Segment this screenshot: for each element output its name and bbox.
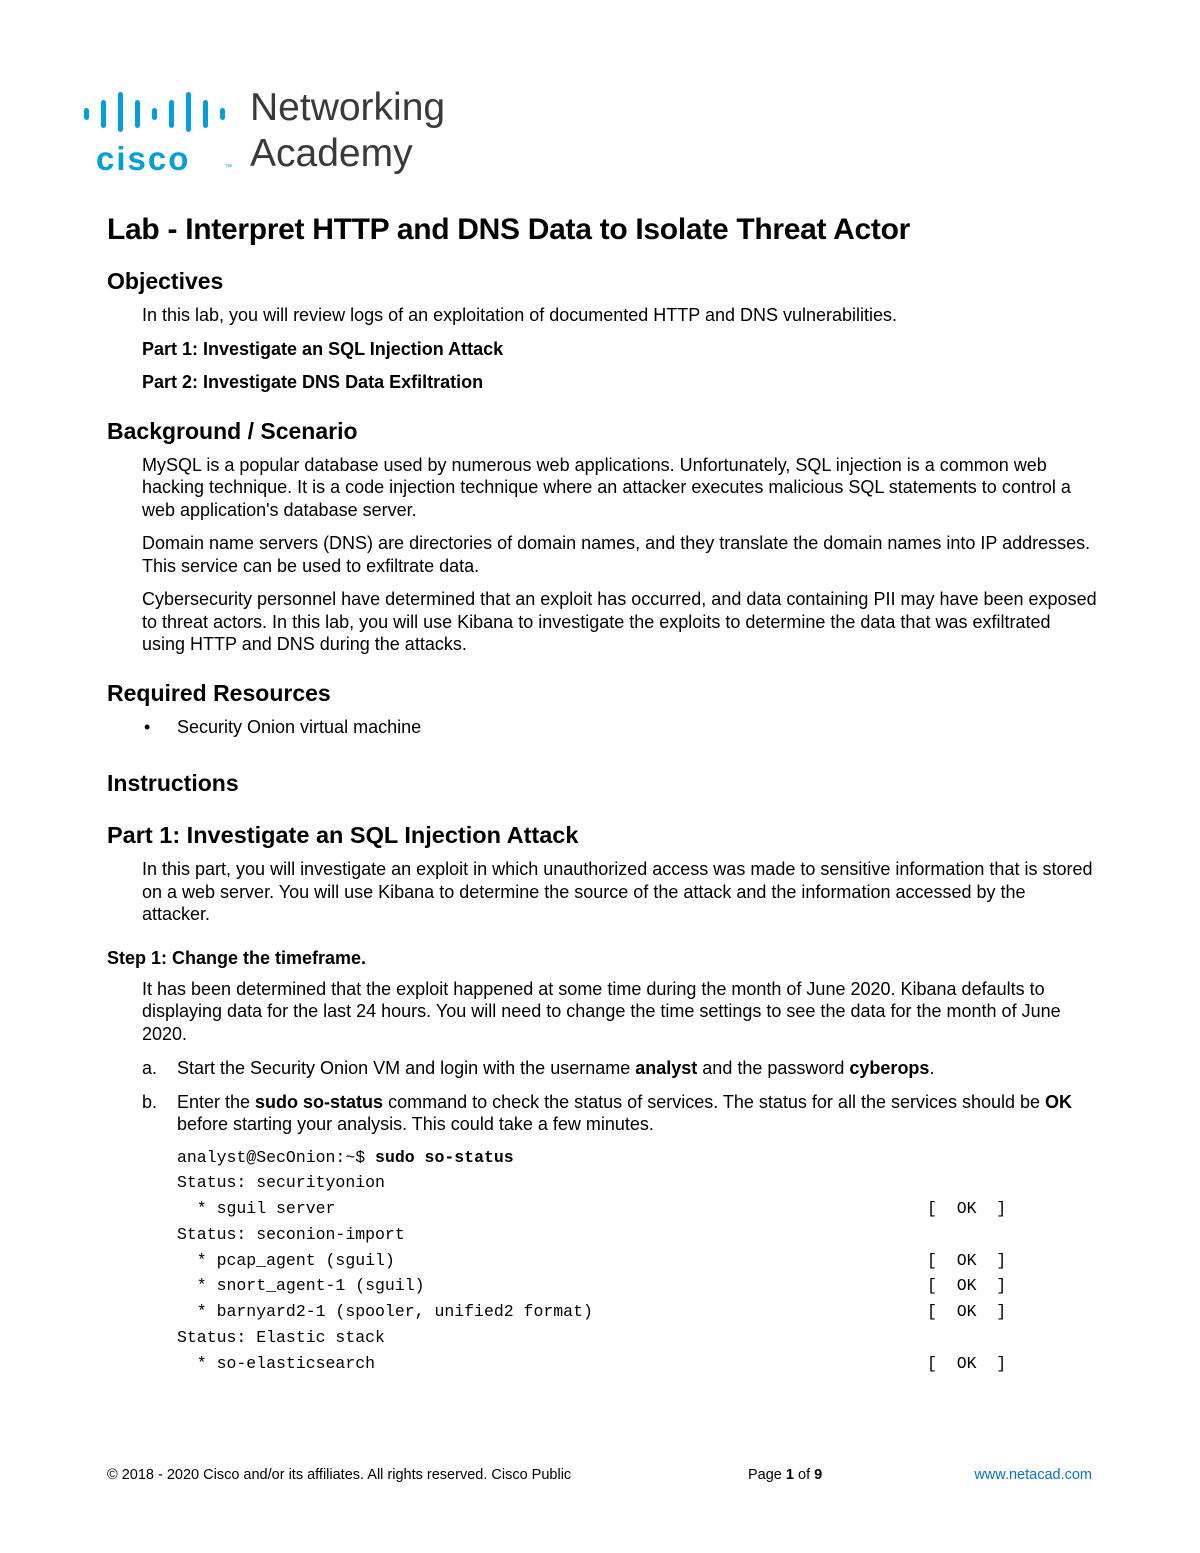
logo-academy-text: Academy [250, 132, 413, 175]
code-line [177, 1325, 1097, 1351]
resources-list [144, 716, 1097, 739]
service-status: [ OK ] [927, 1199, 1007, 1219]
page-number [748, 1464, 822, 1486]
service-status: [ OK ] [927, 1302, 1007, 1322]
terminal-output [177, 1145, 1097, 1377]
background-heading: Background / Scenario [107, 417, 358, 444]
code-line [177, 1351, 1097, 1377]
page-prefix: Page [748, 1467, 786, 1483]
substep-text: and the password [697, 1058, 850, 1078]
service-status: [ OK ] [927, 1250, 1007, 1270]
objective-part-2: Part 2: Investigate DNS Data Exfiltration [142, 372, 484, 392]
code-line-text: * so-elasticsearch [177, 1353, 376, 1373]
cisco-wordmark: cisco [96, 140, 191, 177]
netacad-website-link[interactable]: www.netacad.com [974, 1467, 1092, 1483]
part1-heading: Part 1: Investigate an SQL Injection Attack [107, 822, 579, 848]
background-paragraph: MySQL is a popular database used by numerous web applications. Unfortunately, SQL injection is a common web hacking technique. It is a code injection technique where an attacker executes malicious SQL statements to control a web application's database server. [142, 454, 1071, 520]
substep-b [142, 1091, 1097, 1136]
code-line-text: * snort_agent-1 (sguil) [177, 1276, 425, 1296]
command-name: sudo so-status [255, 1091, 384, 1112]
step1-heading: Step 1: Change the timeframe. [107, 947, 367, 968]
page-current: 1 [785, 1467, 794, 1483]
code-line [177, 1299, 1097, 1325]
page-of: of [793, 1467, 815, 1483]
substep-marker: b. [142, 1091, 158, 1112]
password-value: cyberops [849, 1058, 930, 1078]
command-prompt-line [177, 1145, 1097, 1171]
substep-text: . [929, 1058, 935, 1078]
code-line [177, 1248, 1097, 1274]
bullet-icon: • [144, 716, 151, 737]
background-paragraph: Domain name servers (DNS) are directories of domain names, and they translate the domain names into IP addresses. This service can be used to exfiltrate data. [142, 533, 1091, 576]
code-line [177, 1222, 1097, 1248]
cisco-bars-icon [84, 92, 234, 132]
objectives-intro: In this lab, you will review logs of an exploitation of documented HTTP and DNS vulnerabilities. [142, 305, 898, 325]
instructions-heading: Instructions [107, 770, 239, 796]
objective-part-1: Part 1: Investigate an SQL Injection Attack [142, 338, 504, 359]
logo-networking-text: Networking [250, 86, 446, 129]
code-line-text: Status: Elastic stack [177, 1328, 385, 1348]
cisco-networking-academy-logo [84, 86, 484, 186]
step1-intro: It has been determined that the exploit happened at some time during the month of June 2020. Kibana defaults to displaying data for the last 24 hours. You will need to change the time settings to see the data for the month of June 2020. [142, 978, 1061, 1044]
substep-text: Start the Security Onion VM and login with the username [177, 1058, 636, 1078]
required-resources-heading: Required Resources [107, 679, 331, 706]
part1-intro: In this part, you will investigate an exploit in which unauthorized access was made to sensitive information that is stored on a web server. You will use Kibana to determine the source of the attack and the information accessed by the attacker. [142, 859, 1093, 924]
code-line-text: * barnyard2-1 (spooler, unified2 format) [177, 1302, 593, 1322]
code-line-text: Status: securityonion [177, 1173, 385, 1193]
service-status: [ OK ] [927, 1353, 1007, 1373]
username-value: analyst [635, 1058, 698, 1078]
shell-prompt: analyst@SecOnion:~$ [177, 1147, 376, 1167]
substep-marker: a. [142, 1058, 158, 1078]
code-line [177, 1273, 1097, 1299]
background-paragraph: Cybersecurity personnel have determined that an exploit has occurred, and data containing PII may have been exposed to threat actors. In this lab, you will use Kibana to investigate the exploits to determine the data that was exfiltrated using HTTP and DNS during the attacks. [142, 589, 1097, 654]
service-status: [ OK ] [927, 1276, 1007, 1296]
code-line [177, 1196, 1097, 1222]
resource-label: Security Onion virtual machine [177, 716, 422, 737]
copyright-notice: © 2018 - 2020 Cisco and/or its affiliates. All rights reserved. Cisco Public [107, 1467, 572, 1483]
list-item [144, 716, 1097, 739]
step1-substeps [142, 1057, 1097, 1136]
lab-title: Lab - Interpret HTTP and DNS Data to Isolate Threat Actor [107, 213, 911, 246]
trademark-mark: ™ [225, 164, 232, 171]
ok-status-text: OK [1045, 1091, 1073, 1112]
substep-text: before starting your analysis. This could take a few minutes. [177, 1114, 654, 1134]
document-body [107, 210, 1097, 1377]
substep-text: command to check the status of services. The status for all the services should be [383, 1091, 1046, 1112]
page-footer [107, 1464, 1097, 1486]
shell-command: sudo so-status [375, 1147, 514, 1167]
substep-a [142, 1057, 1097, 1080]
page-total: 9 [814, 1467, 823, 1483]
code-line-text: * pcap_agent (sguil) [177, 1250, 395, 1270]
objectives-heading: Objectives [107, 268, 224, 294]
substep-text: Enter the [177, 1091, 256, 1112]
code-line-text: Status: seconion-import [177, 1224, 405, 1244]
code-line-text: * sguil server [177, 1199, 336, 1219]
code-line [177, 1170, 1097, 1196]
